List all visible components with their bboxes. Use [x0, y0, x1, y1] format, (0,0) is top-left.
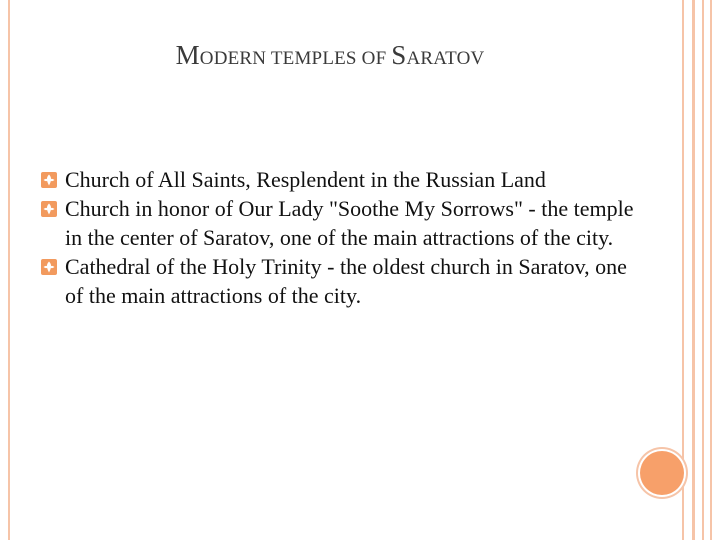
decorative-circle: [640, 451, 684, 495]
title-word-4: ARATOV: [406, 48, 485, 69]
bullet-text: Church in honor of Our Lady "Soothe My Sorrows" - the temple in the center of Saratov, one of the main attractions of the city.: [65, 196, 634, 250]
fleuron-icon: [41, 201, 57, 217]
bullet-text: Cathedral of the Holy Trinity - the oldest church in Saratov, one of the main attractions of the city.: [65, 254, 627, 308]
right-stripe-3: [710, 0, 712, 540]
title-cap-1: M: [175, 40, 200, 70]
title-cap-2: S: [391, 40, 407, 70]
right-stripe-1: [692, 0, 695, 540]
title-word-3: OF: [361, 48, 392, 69]
bullet-list: [40, 165, 640, 310]
bullet-item: [40, 252, 640, 310]
right-stripe-2: [702, 0, 704, 540]
fleuron-icon: [41, 172, 57, 188]
title-word-2: TEMPLES: [266, 48, 362, 69]
bullet-text: Church of All Saints, Resplendent in the Russian Land: [65, 167, 546, 192]
bullet-item: [40, 165, 640, 194]
fleuron-icon: [41, 259, 57, 275]
bullet-item: [40, 194, 640, 252]
title-word-1: ODERN: [199, 48, 267, 69]
slide-title: [0, 40, 660, 71]
